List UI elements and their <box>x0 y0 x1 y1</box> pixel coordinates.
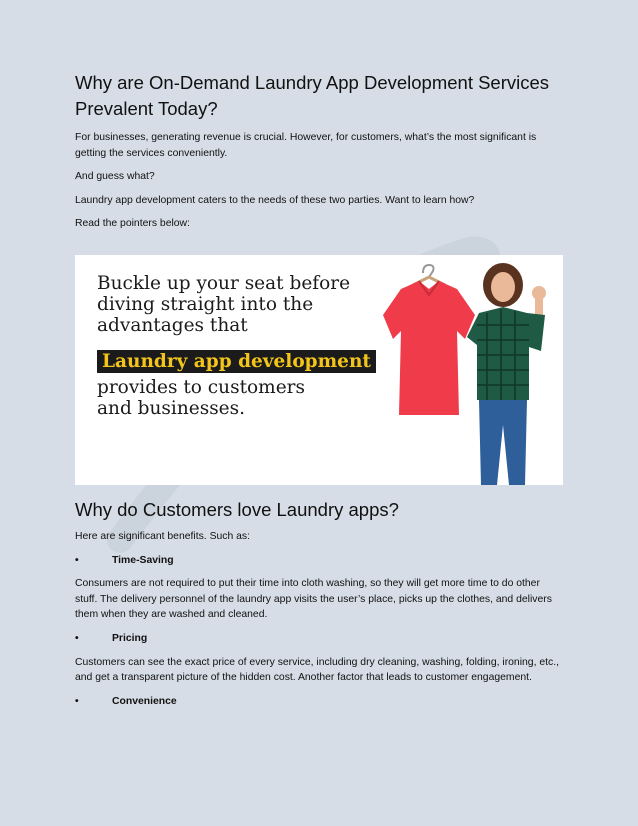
page-title: Why are On-Demand Laundry App Development Services Prevalent Today? <box>75 72 550 119</box>
bullet-dot: • <box>75 632 79 644</box>
banner-highlight: Laundry app development <box>97 350 376 373</box>
banner-line-5: and businesses. <box>97 397 246 419</box>
banner-line-4: provides to customers <box>97 376 305 398</box>
bullet-title: Convenience <box>112 695 177 707</box>
bullet-time-saving <box>75 553 565 569</box>
bullet-title: Pricing <box>112 632 148 644</box>
bullet-dot: • <box>75 695 79 707</box>
banner-line-3: advantages that <box>97 314 248 336</box>
banner-line-1: Buckle up your seat before <box>97 272 351 294</box>
bullet-title: Time-Saving <box>112 554 174 566</box>
bullet-dot: • <box>75 554 79 566</box>
benefit-text-time-saving: Consumers are not required to put their time into cloth washing, so they will get more time to do other stuff. The delivery personnel of the laundry app visits the user’s place, picks up the clothes, and delivers them when they are washed and cleaned. <box>75 578 552 621</box>
bullet-convenience <box>75 694 565 710</box>
bullet-pricing <box>75 631 565 647</box>
banner-text <box>97 273 377 419</box>
banner-line-2: diving straight into the <box>97 293 314 315</box>
promo-banner <box>75 255 563 485</box>
benefit-text-pricing: Customers can see the exact price of every service, including dry cleaning, washing, folding, ironing, etc., and get a transparent picture of the hidden cost. Another factor that leads to customer engagement. <box>75 656 559 684</box>
intro-paragraph-1: For businesses, generating revenue is crucial. However, for customers, what’s the most significant is getting the services conveniently. <box>75 132 537 159</box>
woman-holding-shirt-illustration <box>363 255 563 485</box>
section-heading: Why do Customers love Laundry apps? <box>75 498 399 520</box>
benefits-intro: Here are significant benefits. Such as: <box>75 530 251 542</box>
document-body <box>75 70 565 717</box>
intro-paragraph-3: Laundry app development caters to the needs of these two parties. Want to learn how? <box>75 194 475 206</box>
intro-paragraph-4: Read the pointers below: <box>75 218 190 230</box>
intro-paragraph-2: And guess what? <box>75 171 155 183</box>
